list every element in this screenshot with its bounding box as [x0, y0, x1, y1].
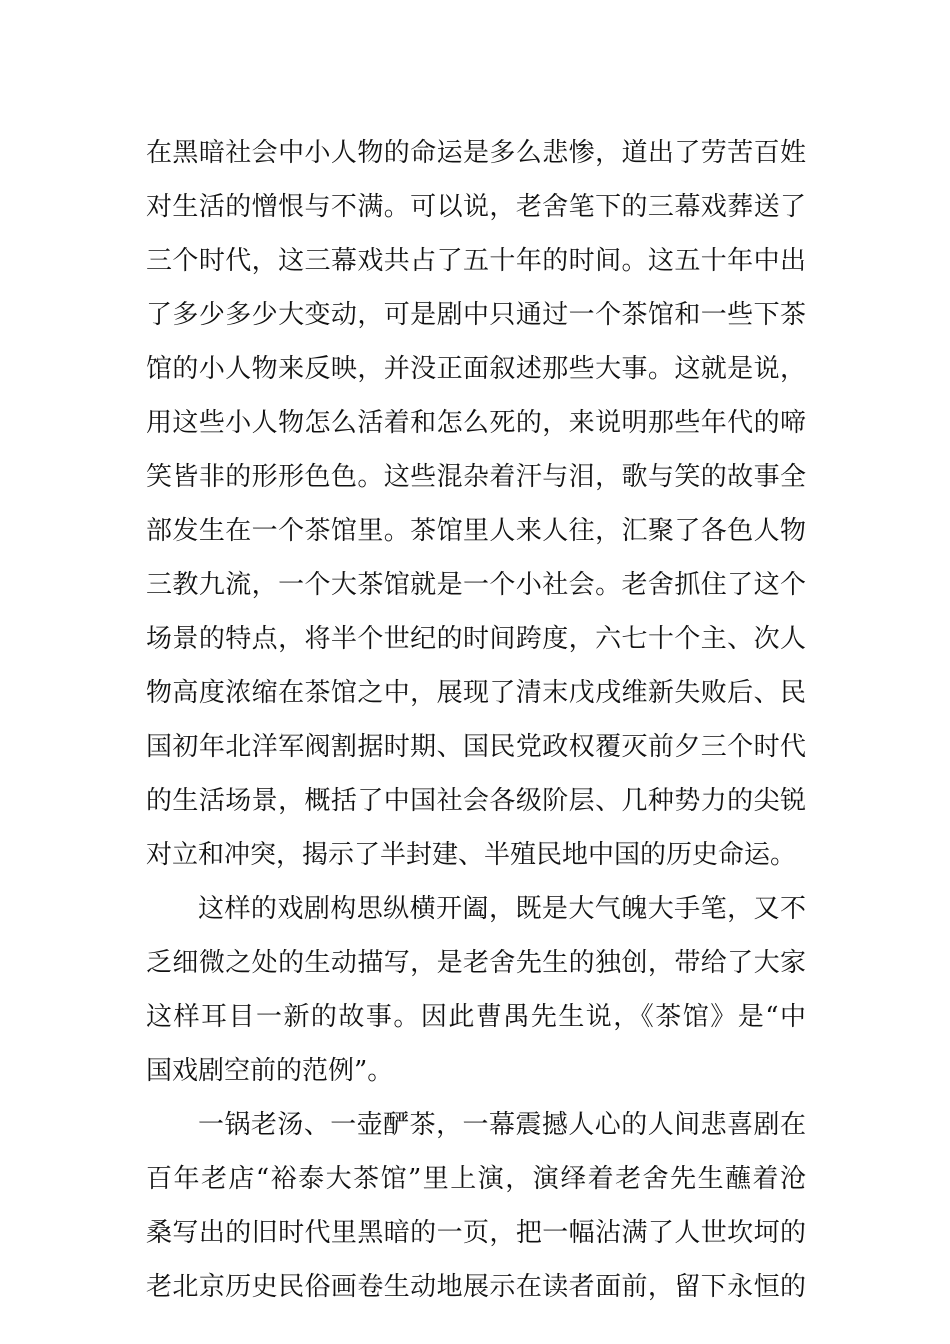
text-line: 部发生在一个茶馆里。茶馆里人来人往，汇聚了各色人物 — [146, 516, 806, 546]
text-line: 这样耳目一新的故事。因此曹禺先生说，《茶馆》是“中 — [146, 1002, 806, 1032]
text-line: 乏细微之处的生动描写，是老舍先生的独创，带给了大家 — [146, 948, 806, 978]
paragraph-start-line: 这样的戏剧构思纵横开阖，既是大气魄大手笔，又不 — [198, 894, 806, 924]
text-line: 场景的特点，将半个世纪的时间跨度，六七十个主、次人 — [146, 624, 806, 654]
text-line: 桑写出的旧时代里黑暗的一页，把一幅沾满了人世坎坷的 — [146, 1218, 806, 1248]
text-line: 物高度浓缩在茶馆之中，展现了清末戊戌维新失败后、民 — [146, 678, 806, 708]
text-line: 馆的小人物来反映，并没正面叙述那些大事。这就是说， — [146, 354, 806, 384]
text-line: 的生活场景，概括了中国社会各级阶层、几种势力的尖锐 — [146, 786, 806, 816]
text-line: 在黑暗社会中小人物的命运是多么悲惨，道出了劳苦百姓 — [146, 138, 806, 168]
paragraph-start-line: 一锅老汤、一壶酽茶，一幕震撼人心的人间悲喜剧在 — [198, 1110, 806, 1140]
text-line: 国戏剧空前的范例”。 — [146, 1056, 394, 1086]
text-line: 百年老店“裕泰大茶馆”里上演，演绎着老舍先生蘸着沧 — [146, 1164, 806, 1194]
text-line: 老北京历史民俗画卷生动地展示在读者面前，留下永恒的 — [146, 1272, 806, 1302]
text-line: 三教九流，一个大茶馆就是一个小社会。老舍抓住了这个 — [146, 570, 806, 600]
text-line: 国初年北洋军阀割据时期、国民党政权覆灭前夕三个时代 — [146, 732, 806, 762]
text-line: 对立和冲突，揭示了半封建、半殖民地中国的历史命运。 — [146, 840, 797, 870]
text-line: 了多少多少大变动，可是剧中只通过一个茶馆和一些下茶 — [146, 300, 806, 330]
text-line: 用这些小人物怎么活着和怎么死的，来说明那些年代的啼 — [146, 408, 806, 438]
body-text — [146, 126, 806, 1314]
text-line: 笑皆非的形形色色。这些混杂着汗与泪，歌与笑的故事全 — [146, 462, 806, 492]
text-line: 对生活的憎恨与不满。可以说，老舍笔下的三幕戏葬送了 — [146, 192, 806, 222]
text-line: 三个时代，这三幕戏共占了五十年的时间。这五十年中出 — [146, 246, 806, 276]
